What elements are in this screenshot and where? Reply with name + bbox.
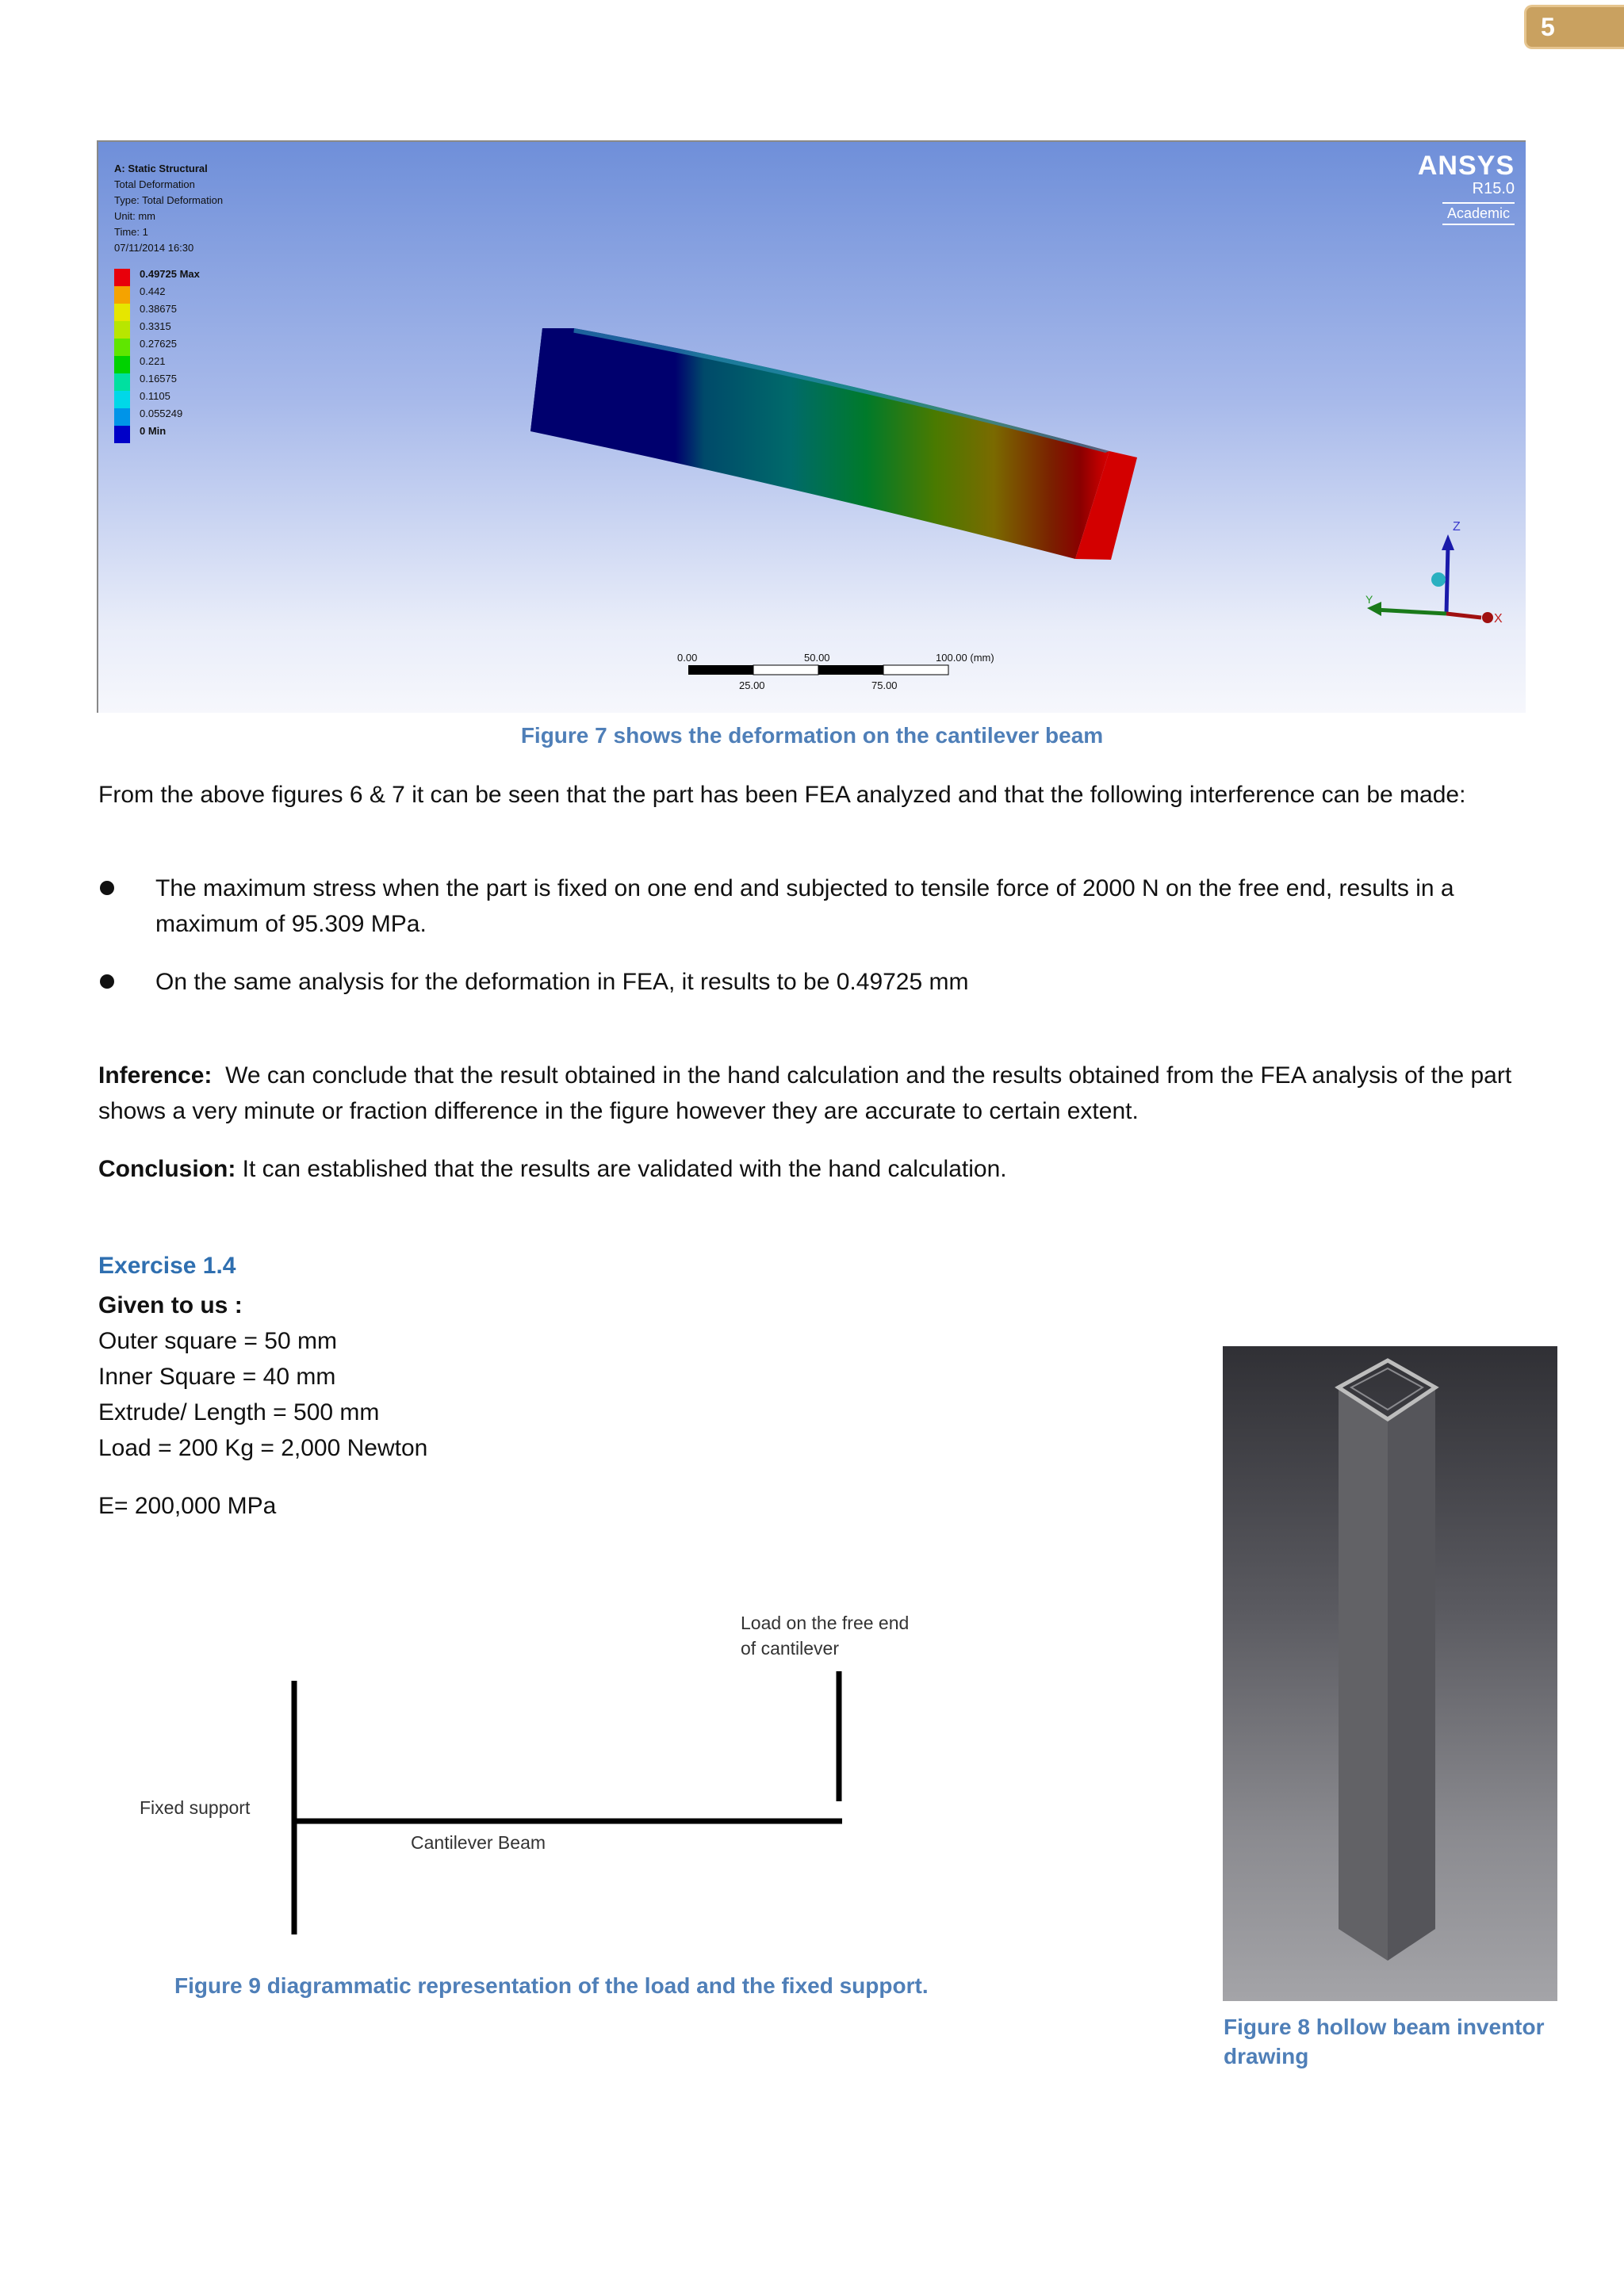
ansys-title: A: Static Structural bbox=[114, 163, 208, 174]
legend-label: 0.27625 bbox=[140, 338, 177, 350]
ansys-deformation-figure bbox=[97, 140, 1526, 713]
legend-label: 0.49725 Max bbox=[140, 268, 200, 280]
exercise-heading: Exercise 1.4 bbox=[98, 1253, 236, 1279]
axis-z-label: Z bbox=[1453, 520, 1461, 534]
ansys-info-line: 07/11/2014 16:30 bbox=[114, 242, 194, 254]
figure9-caption: Figure 9 diagrammatic representation of the load and the fixed support. bbox=[174, 1973, 929, 1998]
scale-tick-label: 0.00 bbox=[677, 652, 698, 664]
page-number: 5 bbox=[1524, 5, 1624, 49]
inference-paragraph bbox=[98, 1058, 1534, 1129]
bullet-item: On the same analysis for the deformation in FEA, it results to be 0.49725 mm bbox=[155, 969, 969, 995]
given-line: Extrude/ Length = 500 mm bbox=[98, 1399, 380, 1425]
ansys-info-line: Time: 1 bbox=[114, 226, 148, 238]
scale-tick-label: 75.00 bbox=[871, 679, 898, 691]
conclusion-paragraph bbox=[98, 1151, 1534, 1187]
deformed-beam-render bbox=[98, 142, 1526, 713]
ansys-info-line: Total Deformation bbox=[114, 178, 195, 190]
inference-label: Inference: bbox=[98, 1062, 213, 1089]
analysis-paragraph: From the above figures 6 & 7 it can be seen that the part has been FEA analyzed and that the following interference can be made: bbox=[98, 782, 1466, 808]
scale-bar bbox=[677, 652, 994, 691]
coordinate-triad bbox=[1365, 520, 1503, 626]
cantilever-beam-label: Cantilever Beam bbox=[411, 1832, 546, 1853]
figure8-caption: drawing bbox=[1224, 2044, 1309, 2068]
bullet-icon bbox=[100, 974, 114, 989]
legend-label: 0.38675 bbox=[140, 303, 177, 315]
legend-label: 0.3315 bbox=[140, 320, 171, 332]
load-label: of cantilever bbox=[741, 1638, 840, 1659]
bullet-icon bbox=[100, 881, 114, 895]
given-line: Outer square = 50 mm bbox=[98, 1328, 337, 1354]
legend-label: 0 Min bbox=[140, 425, 167, 437]
inference-text: We can conclude that the result obtained in the hand calculation and the results obtained from the FEA analysis of the part shows a very minute or fraction difference in the figure however they are accurate to certain extent. bbox=[98, 1062, 1512, 1124]
legend-label: 0.221 bbox=[140, 355, 166, 367]
fixed-support-label: Fixed support bbox=[140, 1797, 251, 1818]
hollow-beam-render bbox=[1223, 1346, 1557, 2001]
given-line: Load = 200 Kg = 2,000 Newton bbox=[98, 1435, 428, 1461]
ansys-edition: Academic bbox=[1442, 202, 1515, 225]
scale-tick-label: 100.00 (mm) bbox=[936, 652, 994, 664]
ansys-brand-name: ANSYS bbox=[1417, 151, 1515, 181]
figure7-caption: Figure 7 shows the deformation on the cantilever beam bbox=[520, 723, 1104, 748]
given-label: Given to us : bbox=[98, 1292, 243, 1318]
bullet-item: The maximum stress when the part is fixed on one end and subjected to tensile force of 2000 N on the free end, results in a maximum of 95.309 MPa. bbox=[155, 875, 1454, 937]
legend-label: 0.442 bbox=[140, 285, 166, 297]
given-line: Inner Square = 40 mm bbox=[98, 1364, 336, 1390]
conclusion-label: Conclusion: bbox=[98, 1156, 236, 1182]
modulus-line: E= 200,000 MPa bbox=[98, 1493, 277, 1519]
ansys-info-line: Type: Total Deformation bbox=[114, 194, 224, 206]
figure8-caption: Figure 8 hollow beam inventor bbox=[1224, 2015, 1545, 2039]
scale-tick-label: 25.00 bbox=[739, 679, 765, 691]
scale-tick-label: 50.00 bbox=[804, 652, 830, 664]
axis-x-label: X bbox=[1494, 612, 1503, 626]
legend-label: 0.16575 bbox=[140, 373, 177, 385]
hollow-beam-image bbox=[1223, 1346, 1557, 2001]
conclusion-text: It can established that the results are validated with the hand calculation. bbox=[242, 1156, 1007, 1182]
ansys-release: R15.0 bbox=[1472, 180, 1515, 197]
load-label: Load on the free end bbox=[741, 1613, 910, 1633]
legend-label: 0.1105 bbox=[140, 390, 170, 402]
beam-body bbox=[530, 328, 1137, 560]
ansys-info-line: Unit: mm bbox=[114, 210, 155, 222]
axis-y-label: Y bbox=[1365, 593, 1373, 606]
legend-label: 0.055249 bbox=[140, 408, 183, 419]
